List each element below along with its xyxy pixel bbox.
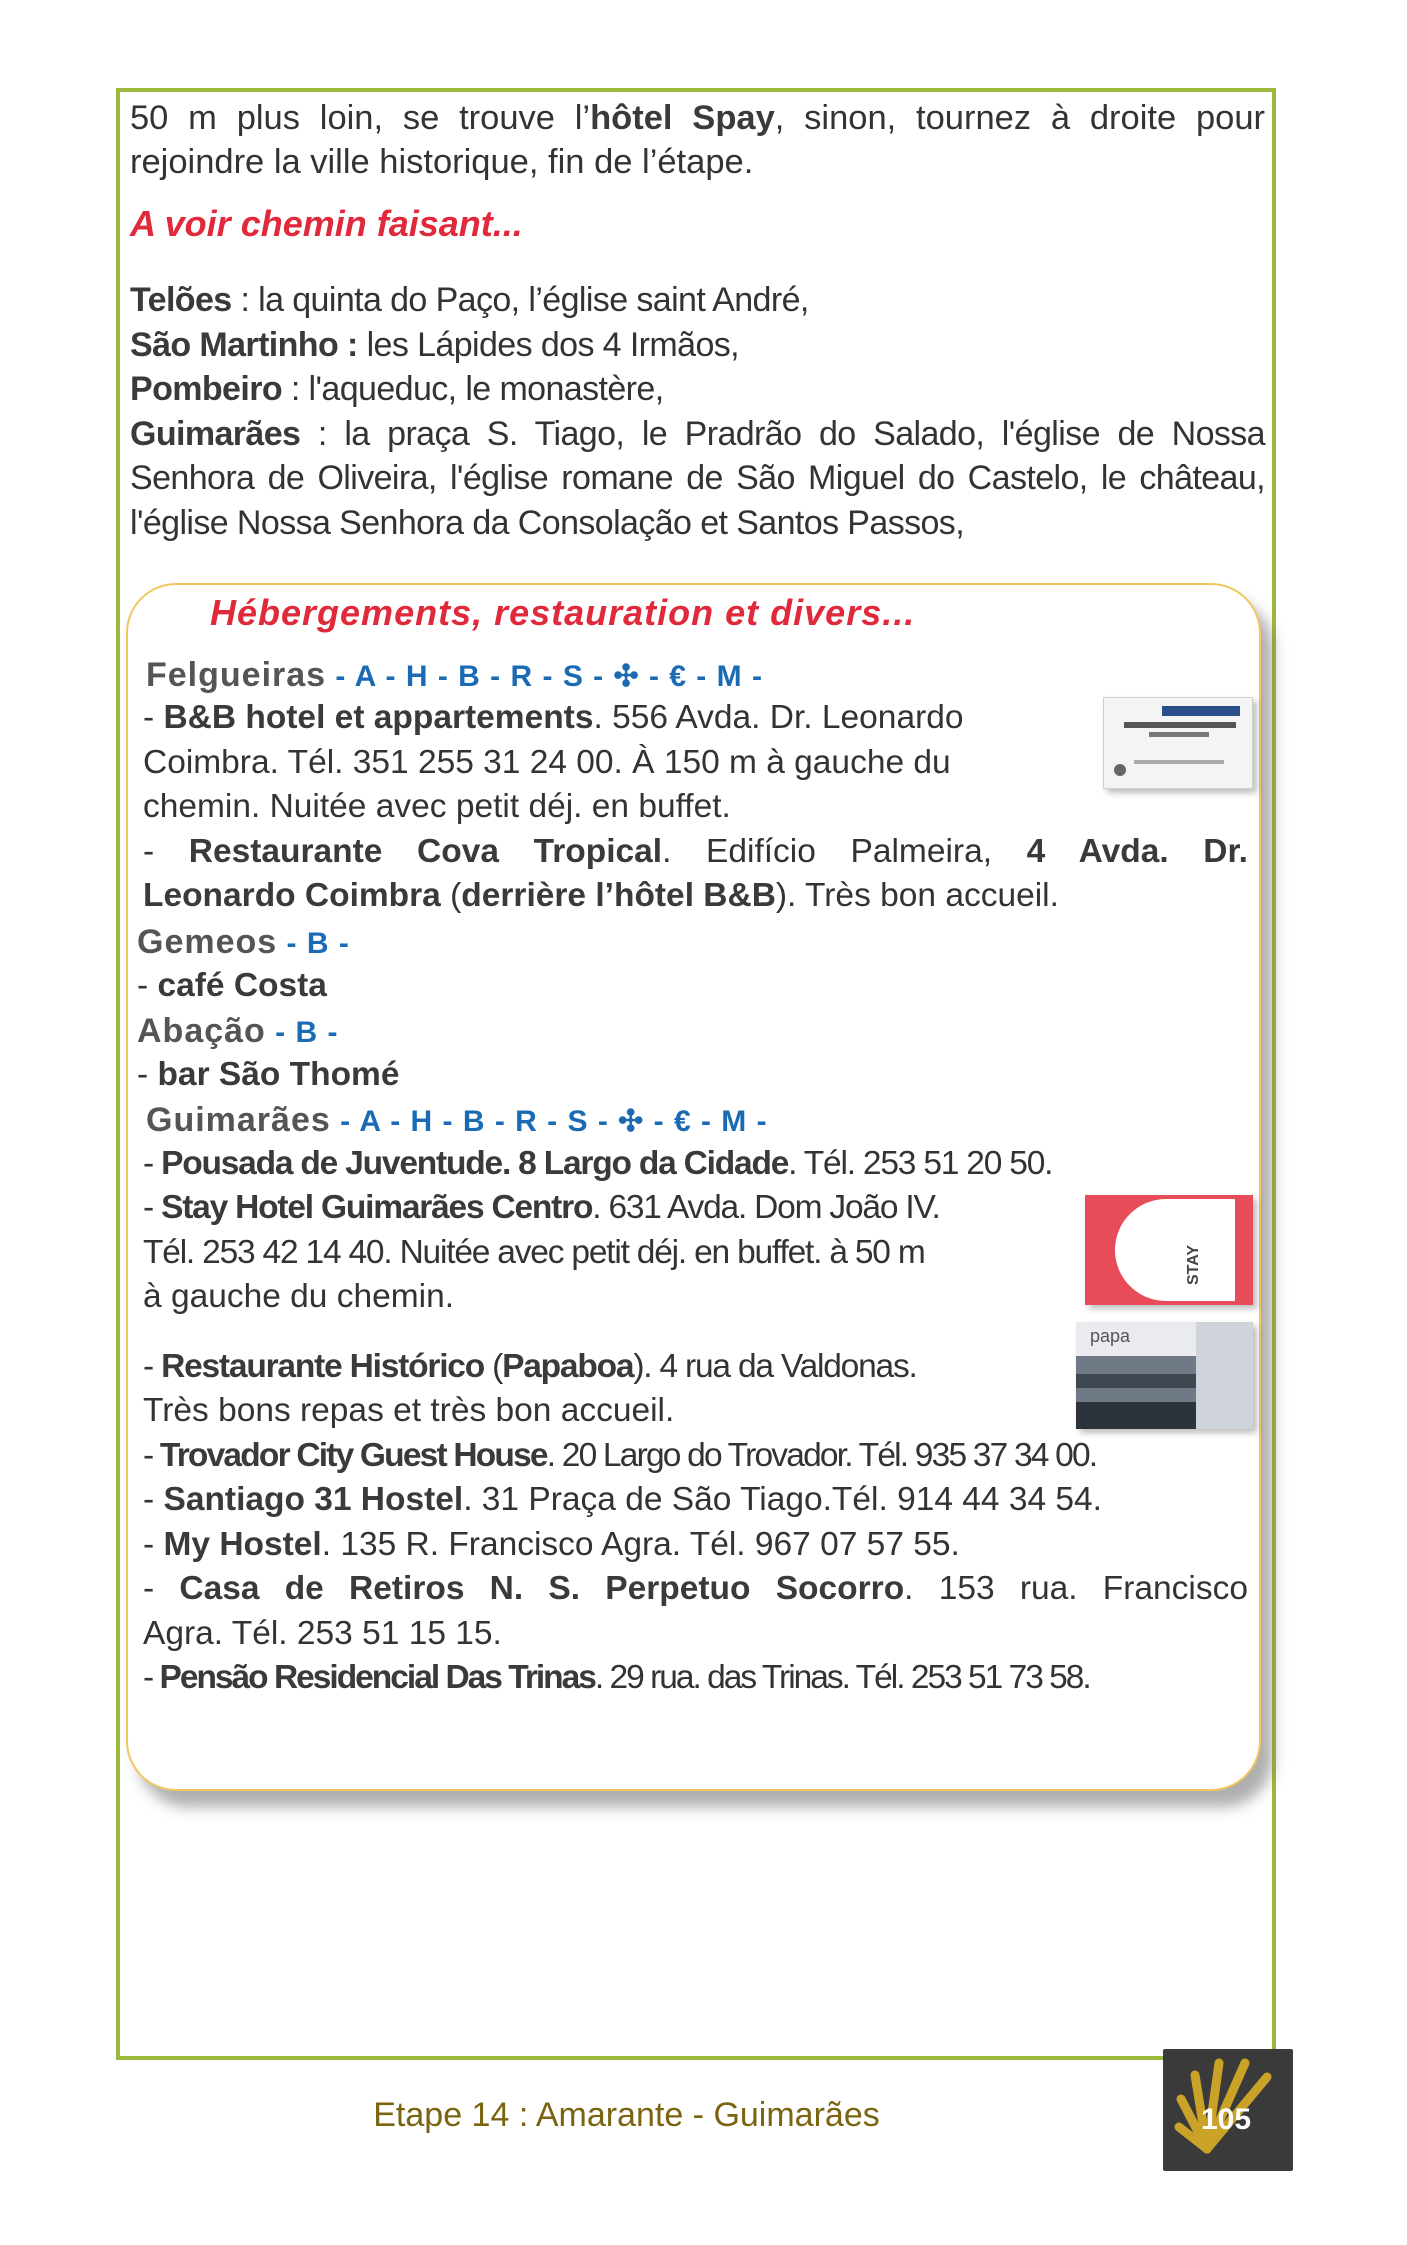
list-item: - B&B hotel et appartements. 556 Avda. Dr. Leonardo bbox=[143, 699, 964, 736]
footer-stage-title: Etape 14 : Amarante - Guimarães bbox=[373, 2096, 880, 2134]
list-item: - café Costa bbox=[137, 967, 327, 1004]
box-title: Hébergements, restauration et divers... bbox=[210, 592, 916, 633]
sight-item: Pombeiro : l'aqueduc, le monastère, bbox=[130, 370, 664, 408]
stay-hotel-logo-image: STAY bbox=[1085, 1195, 1253, 1305]
service-codes: - B - bbox=[277, 927, 350, 960]
list-item: - Restaurante Cova Tropical. Edifício Palmeira, 4 Avda. Dr. bbox=[143, 833, 1248, 870]
bb-hotel-card-image bbox=[1103, 697, 1253, 789]
list-item-continuation: Leonardo Coimbra (derrière l’hôtel B&B). Très bon accueil. bbox=[143, 877, 1059, 914]
list-item: - Casa de Retiros N. S. Perpetuo Socorro. 153 rua. Francisco bbox=[143, 1570, 1248, 1607]
section-title: A voir chemin faisant... bbox=[130, 203, 523, 244]
list-item: - Restaurante Histórico (Papaboa). 4 rua da Valdonas. bbox=[143, 1348, 917, 1385]
sights-list bbox=[130, 278, 1265, 545]
service-codes: - A - H - B - R - S - ✣ - € - M - bbox=[326, 660, 763, 693]
service-codes: - A - H - B - R - S - ✣ - € - M - bbox=[330, 1105, 768, 1138]
sight-item: Guimarães : la praça S. Tiago, le Pradrão do Salado, l'église de Nossa Senhora de Oliveira, l'église romane de São Miguel do Castelo, le château, l'église Nossa Senhora da Consolação et Santos Passos, bbox=[130, 414, 1265, 542]
page-number: 105 bbox=[1200, 2103, 1252, 2136]
list-item-continuation: Agra. Tél. 253 51 15 15. bbox=[143, 1615, 502, 1652]
list-item: - Stay Hotel Guimarães Centro. 631 Avda. Dom João IV. bbox=[143, 1189, 940, 1226]
city-heading-guimaraes: Guimarães - A - H - B - R - S - ✣ - € - M - bbox=[146, 1101, 768, 1139]
service-codes: - B - bbox=[265, 1016, 339, 1049]
list-item: - bar São Thomé bbox=[137, 1056, 400, 1093]
city-heading-felgueiras: Felgueiras - A - H - B - R - S - ✣ - € - M - bbox=[146, 656, 763, 694]
list-item: - Pousada de Juventude. 8 Largo da Cidade. Tél. 253 51 20 50. bbox=[143, 1145, 1053, 1182]
list-item: - Trovador City Guest House. 20 Largo do Trovador. Tél. 935 37 34 00. bbox=[143, 1437, 1097, 1474]
papaboa-restaurant-image: papa bbox=[1076, 1322, 1253, 1429]
sight-item: São Martinho : les Lápides dos 4 Irmãos, bbox=[130, 325, 739, 364]
city-heading-abacao: Abação - B - bbox=[137, 1012, 339, 1050]
list-item-continuation: Très bons repas et très bon accueil. bbox=[143, 1392, 675, 1429]
city-heading-gemeos: Gemeos - B - bbox=[137, 923, 350, 961]
sight-item: Telões : la quinta do Paço, l’église saint André, bbox=[130, 281, 809, 319]
list-item-continuation: Tél. 253 42 14 40. Nuitée avec petit déj. en buffet. à 50 m bbox=[143, 1234, 925, 1271]
list-item-continuation: Coimbra. Tél. 351 255 31 24 00. À 150 m à gauche du bbox=[143, 744, 951, 781]
list-item-continuation: chemin. Nuitée avec petit déj. en buffet. bbox=[143, 788, 731, 825]
list-item: - Pensão Residencial Das Trinas. 29 rua. das Trinas. Tél. 253 51 73 58. bbox=[143, 1659, 1090, 1696]
list-item: - My Hostel. 135 R. Francisco Agra. Tél. 967 07 57 55. bbox=[143, 1526, 960, 1563]
list-item-continuation: à gauche du chemin. bbox=[143, 1278, 455, 1315]
intro-paragraph: 50 m plus loin, se trouve l’hôtel Spay, sinon, tournez à droite pour rejoindre la ville historique, fin de l’étape. bbox=[130, 99, 1266, 181]
list-item: - Santiago 31 Hostel. 31 Praça de São Tiago.Tél. 914 44 34 54. bbox=[143, 1481, 1102, 1518]
